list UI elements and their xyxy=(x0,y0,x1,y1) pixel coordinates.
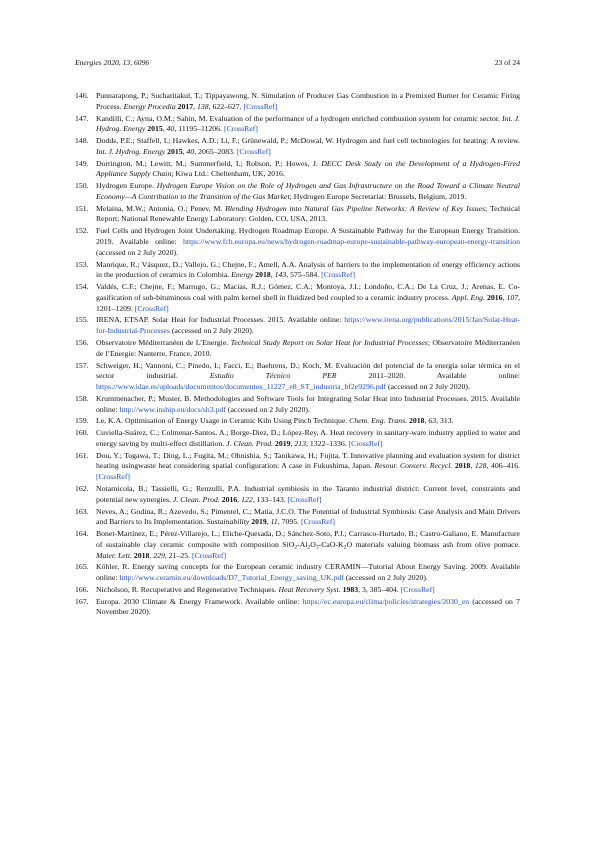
reference-item xyxy=(75,394,520,416)
reference-number: 167. xyxy=(75,596,89,606)
reference-item xyxy=(75,204,520,226)
reference-number: 160. xyxy=(75,428,89,438)
reference-link[interactable]: http://www.inship.eu/docs/sh3.pdf xyxy=(119,404,226,414)
reference-number: 163. xyxy=(75,506,89,516)
reference-number: 151. xyxy=(75,203,89,213)
reference-item xyxy=(75,361,520,393)
reference-number: 164. xyxy=(75,529,89,539)
reference-number: 162. xyxy=(75,484,89,493)
reference-text: Cuviella-Suárez, C.; Colmenar-Santos, A.; Borge-Diez, D.; López-Rey, A. Heat recovery in sanitary-ware industry applied to water and energy saving by multi-effect distillation. J. Clean. Prod. 2019, 213, 1322–1336. [CrossRef] xyxy=(96,428,520,448)
reference-link[interactable]: [CrossRef] xyxy=(287,494,322,504)
reference-item xyxy=(75,181,520,203)
reference-link[interactable]: [CrossRef] xyxy=(192,550,227,560)
reference-text: Nicholson, R. Recuperative and Regenerative Techniques. Heat Recovery Syst. 1983, 3, 385–404. [CrossRef] xyxy=(96,584,435,594)
reference-link[interactable]: http://www.ceramin.eu/downloads/D7_Tutorial_Energy_saving_UK.pdf xyxy=(119,573,344,583)
reference-number: 156. xyxy=(75,337,89,347)
reference-item xyxy=(75,416,520,427)
reference-item xyxy=(75,428,520,450)
reference-number: 147. xyxy=(75,113,89,123)
reference-text: Bonet-Martínez, E.; Pérez-Villarejo, L.; Eliche-Quesada, D.; Sánchez-Soto, P.J.; Carrasco-Hurtado, B.; Castro-Galiano, E. Manufacture of sustainable clay ceramic composite with composition $SiO_2-Al_2O_3-CaO-K_2O$ materials valuing biomass ash from olive pomace. Mater. Lett. 2018, 229, 21–25. [CrossRef] xyxy=(96,529,520,560)
reference-link[interactable]: [CrossRef] xyxy=(243,101,278,111)
reference-link[interactable]: [CrossRef] xyxy=(223,124,258,134)
reference-text: Dodds, P.E.; Staffell, I.; Hawkes, A.D.; Li, F.; Grünewald, P.; McDowal, W. Hydrogen and fuel cell technologies for heating: A review. Int. J. Hydrog. Energy 2015, 40, 2065–2083. [CrossRef] xyxy=(96,136,520,156)
reference-text: IRENA, ETSAP. Solar Heat for Industrial Processes. 2015. Available online: https://www.irena.org/publications/2015/Jan/Solar-Heat-for-Industrial-Processes (accessed on 2 July 2020). xyxy=(96,315,520,336)
reference-item xyxy=(75,91,520,113)
reference-text: Le, K.A. Optimisation of Energy Usage in Ceramic Kiln Using Pinch Technique. Chem. Eng. Trans. 2018, 63, 313. xyxy=(96,416,454,426)
reference-number: 149. xyxy=(75,158,89,168)
reference-link[interactable]: https://ec.europa.eu/clima/policies/strategies/2030_en xyxy=(302,596,470,606)
reference-item xyxy=(75,260,520,282)
reference-number: 166. xyxy=(75,584,89,594)
reference-number: 155. xyxy=(75,315,89,325)
reference-text: Melaina, M.W.; Antonia, O.; Penev, M. Blending Hydrogen into Natural Gas Pipeline Networks: A Review of Key Issues; Technical Report; National Renewable Energy Laboratory: Golden, CO, USA, 2013. xyxy=(96,203,520,224)
reference-item xyxy=(75,226,520,258)
reference-item xyxy=(75,136,520,158)
reference-text: Kandilli, C.; Ayna, O.M.; Sahin, M. Evaluation of the performance of a hydrogen enriched combustion system for ceramic sector. Int. J. Hydrog. Energy 2015, 40, 11195–11206. [CrossRef] xyxy=(96,113,520,134)
reference-text: Observatoire Méditerranéen de L’Energie. Technical Study Report on Solar Heat for Industrial Processes; Observatoire Méditerranéen de l’Energie: Nanterre, France, 2010. xyxy=(96,337,520,358)
reference-link[interactable]: https://www.idae.es/uploads/documentos/documentos_11227_e8_ST_industria_bf2e9296.pdf xyxy=(96,382,387,392)
reference-number: 152. xyxy=(75,226,89,236)
reference-text: Hydrogen Europe. Hydrogen Europe Vision on the Role of Hydrogen and Gas Infrastructure on the Road Toward a Climate Neutral Economy—A Contribution to the Transition of the Gas Market; Hydrogen Europe Secretariat: Brussels, Belgium, 2019. xyxy=(96,181,520,201)
reference-item xyxy=(75,114,520,136)
reference-link[interactable]: [CrossRef] xyxy=(236,146,271,156)
reference-text: Krummenacher, P.; Muster, B. Methodologies and Software Tools for Integrating Solar Heat into Industrial Processes. 2015. Available online: http://www.inship.eu/docs/sh3.pdf (accessed on 2 July 2020). xyxy=(96,393,520,414)
reference-link[interactable]: [CrossRef] xyxy=(301,517,336,527)
reference-number: 146. xyxy=(75,91,89,100)
reference-link[interactable]: [CrossRef] xyxy=(348,438,383,448)
reference-text: Dou, Y.; Togawa, T.; Ding, L.; Fugita, M.; Ohnishia, S.; Tanikawa, H.; Fujita, T. Innovative planning and evaluation system for district heating usingwaste heat considering spatial configuration: A case in Fukushima, Japan. Resour. Conserv. Recycl. 2018, 128, 406–416. [CrossRef] xyxy=(96,450,521,482)
reference-link[interactable]: [CrossRef] xyxy=(96,472,131,482)
reference-number: 148. xyxy=(75,136,89,146)
reference-number: 150. xyxy=(75,181,89,191)
reference-list xyxy=(75,91,520,619)
reference-text: Köhler, R. Energy saving concepts for the European ceramic industry CERAMIN—Tutorial About Energy Saving. 2009. Available online: http://www.ceramin.eu/downloads/D7_Tutorial_Energy_saving_UK.pdf (accessed on 2 July 2020). xyxy=(96,562,520,583)
reference-item xyxy=(75,562,520,584)
reference-item xyxy=(75,529,520,561)
reference-number: 158. xyxy=(75,393,89,403)
reference-number: 153. xyxy=(75,259,89,269)
reference-link[interactable]: [CrossRef] xyxy=(134,303,169,313)
reference-text: Neves, A.; Godina, R.; Azevedo, S.; Pimentel, C.; Matia, J.C.O. The Potential of Industrial Symbiosis: Case Analysis and Main Drivers and Barriers to Its Implementation. Sustainability 2019, 11, 7095. [CrossRef] xyxy=(96,506,520,527)
reference-number: 154. xyxy=(75,282,89,292)
page-header xyxy=(75,58,520,67)
journal-citation: Energies 2020, 13, 6096 xyxy=(75,58,150,67)
reference-text: Fuel Cells and Hydrogen Joint Undertaking. Hydrogen Roadmap Europe. A Sustainable Pathway for the European Energy Transition. 2019. Available online: https://www.fch.europa.eu/news/hydrogen-roadmap-europe-sustainable-pathway-european-energy-transition (accessed on 2 July 2020). xyxy=(96,226,520,257)
reference-text: Manrique, R.; Vásquez, D.; Vallejo, G.; Chejne, F.; Amell, A.A. Analysis of barriers to the implementation of energy efficiency actions in the production of ceramics in Colombia. Energy 2018, 143, 575–584. [CrossRef] xyxy=(96,259,520,280)
reference-text: Notarnicola, B.; Tassielli, G.; Renzulli, P.A. Industrial symbiosis in the Taranto industrial district: Current level, constraints and potential new synergies. J. Clean. Prod. 2016, 122, 133–143. [CrossRef] xyxy=(96,484,520,504)
reference-item xyxy=(75,597,520,619)
reference-item xyxy=(75,484,520,506)
reference-link[interactable]: [CrossRef] xyxy=(400,584,435,594)
reference-link[interactable]: [CrossRef] xyxy=(321,270,356,280)
reference-item xyxy=(75,282,520,314)
reference-text: Europa. 2030 Climate & Energy Framework. Available online: https://ec.europa.eu/clima/policies/strategies/2030_en (accessed on 7 November 2020). xyxy=(96,596,520,617)
reference-item xyxy=(75,451,520,483)
reference-text: Schweiger, H.; Vannoni, C.; Pinedo, I.; Facci, E.; Baehrens, D.; Koch, M. Evaluación del potencial de la energía solar térmica en el sector industrial. Estudio Técnico PER 2011–2020. Available online: https://www.idae.es/uploads/documentos/documentos_11227_e8_ST_industria_bf2e9296.pdf (accessed on 2 July 2020). xyxy=(96,360,520,392)
reference-text: Punnarapong, P.; Sucharitakul, T.; Tippayawong, N. Simulation of Producer Gas Combustion in a Premixed Burner for Ceramic Firing Process. Energy Procedia 2017, 138, 622–627. [CrossRef] xyxy=(96,91,520,111)
reference-number: 159. xyxy=(75,416,89,426)
reference-link[interactable]: https://www.fch.europa.eu/news/hydrogen-roadmap-europe-sustainable-pathway-european-energy-transition xyxy=(182,237,520,247)
reference-item xyxy=(75,507,520,529)
page-number: 23 of 24 xyxy=(494,58,520,67)
reference-item xyxy=(75,338,520,360)
reference-link[interactable]: https://www.irena.org/publications/2015/Jan/Solar-Heat-for-Industrial-Processes xyxy=(96,315,520,336)
reference-number: 157. xyxy=(75,360,89,370)
reference-number: 161. xyxy=(75,450,89,460)
reference-number: 165. xyxy=(75,562,89,572)
reference-item xyxy=(75,585,520,596)
reference-text: Valdés, C.F.; Chejne, F.; Marrugo, G.; Macias, R.J.; Gómez, C.A.; Montoya, J.I.; Londoño, C.A.; De La Cruz, J.; Arenas, E. Co-gasification of sub-bituminous coal with palm kernel shell in fluidized bed coupled to a ceramic industry process. Appl. Eng. 2016, 107, 1201–1209. [CrossRef] xyxy=(96,282,521,313)
reference-item xyxy=(75,315,520,337)
reference-text: Dorrington, M.; Lewitt, M.; Summerfield, I.; Robson, P.; Howes, J. DECC Desk Study on the Development of a Hydrogen-Fired Appliance Supply Chain; Kiwa Ltd.: Cheltenham, UK, 2016. xyxy=(96,158,520,179)
reference-item xyxy=(75,159,520,181)
